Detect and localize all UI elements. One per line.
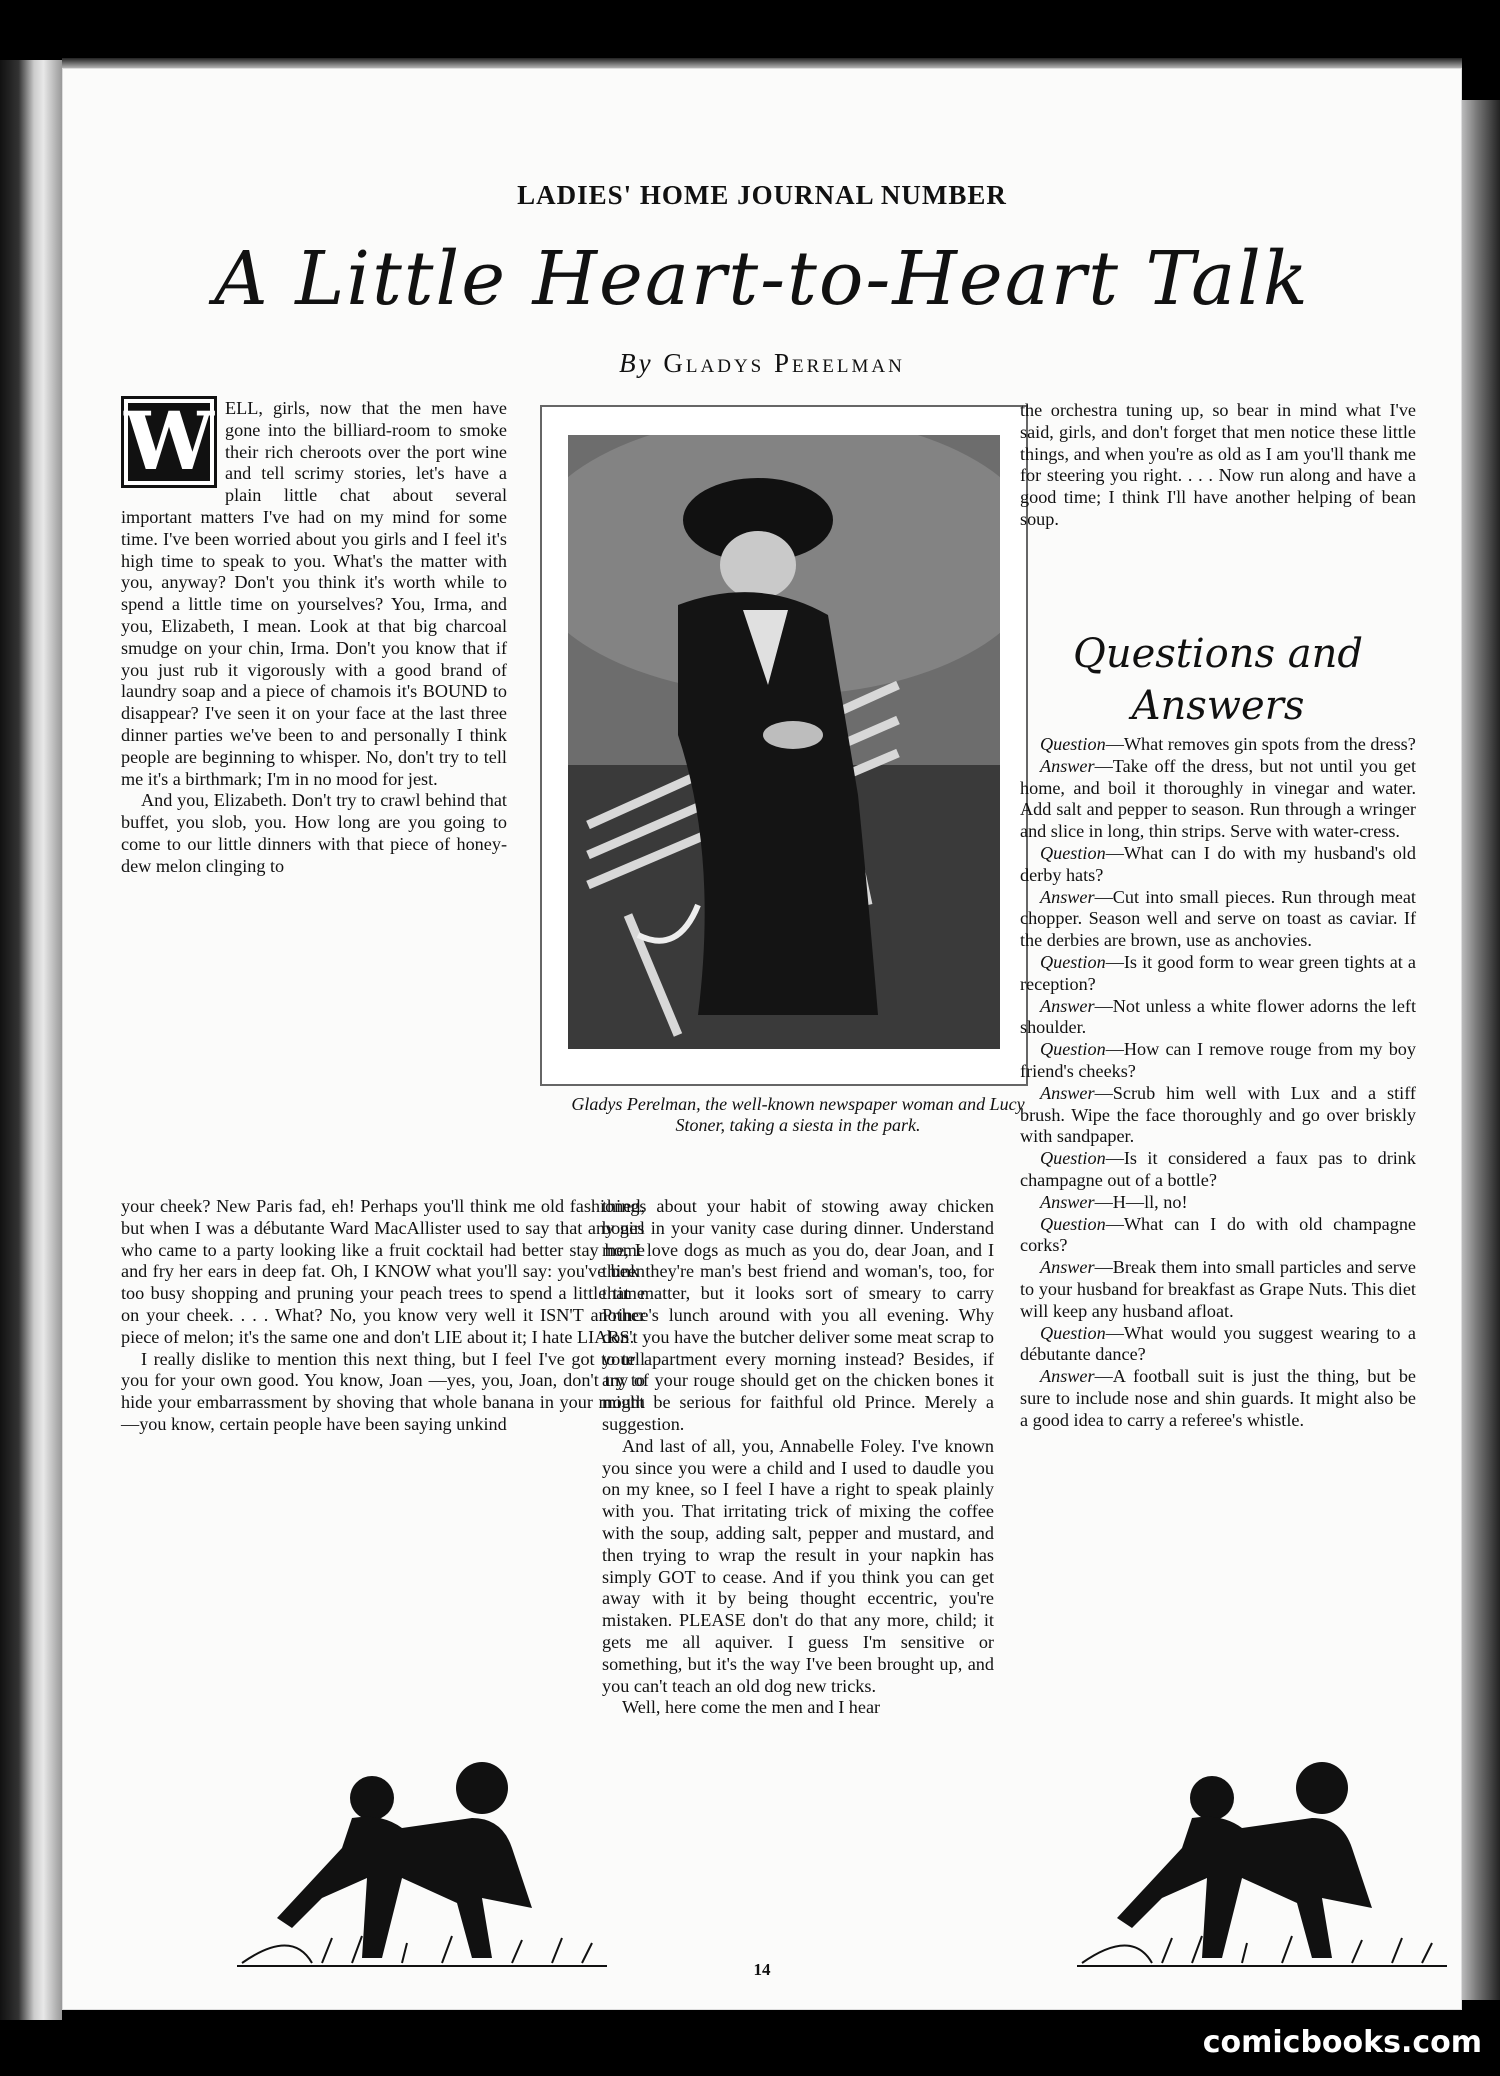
qa-item [1020, 1148, 1416, 1192]
qa-item [1020, 1214, 1416, 1258]
qa-label: Answer [1040, 1257, 1095, 1278]
column-1-top [121, 394, 507, 878]
paragraph: And you, Elizabeth. Don't try to crawl behind that buffet, you slob, you. How long are you going to come to our little dinners with that piece of honey-dew melon clinging to [121, 790, 507, 876]
qa-item [1020, 1257, 1416, 1322]
column-1-bottom [121, 1196, 645, 1436]
qa-text: —What can I do with my husband's old derby hats? [1020, 842, 1416, 885]
section-header: LADIES' HOME JOURNAL NUMBER [517, 180, 1007, 210]
qa-text: —What can I do with old champagne corks? [1020, 1213, 1416, 1256]
qa-label: Question [1040, 1322, 1106, 1343]
qa-label: Question [1040, 1213, 1106, 1234]
paragraph: Well, here come the men and I hear [622, 1697, 881, 1718]
paragraph: things about your habit of stowing away chicken bones in your vanity case during dinner. Understand me, I love dogs as much as you do, dear Joan, and I think they're man's best friend and woman's, too, for that matter, but it looks sort of smeary to carry Prince's lunch around with you all evening. Why don't you have the butcher deliver some meat scrap to your apartment every morning instead? Besides, if any of your rouge should get on the chicken bones it might be serious for faithful old Prince. Merely a suggestion. [602, 1196, 994, 1434]
photo-image [568, 435, 1000, 1049]
qa-text: —Not unless a white flower adorns the left shoulder. [1020, 995, 1416, 1038]
qa-item [1020, 1039, 1416, 1083]
qa-text: —A football suit is just the thing, but be sure to include nose and shin guards. It might also be a good idea to carry a referee's whistle. [1020, 1366, 1416, 1430]
qa-heading-line2: Answers [1131, 683, 1305, 729]
qa-label: Answer [1040, 1191, 1095, 1212]
qa-heading [1020, 628, 1416, 732]
qa-label: Answer [1040, 886, 1095, 907]
qa-item [1020, 887, 1416, 952]
byline-author: Gladys Perelman [663, 348, 905, 378]
qa-label: Question [1040, 734, 1106, 754]
paragraph: your cheek? New Paris fad, eh! Perhaps you'll think me old fashioned, but when I was a débutante Ward MacAllister used to say that any girl who came to a party looking like a fruit cocktail had better stay home and fry her ears in deep fat. Oh, I KNOW what you'll say: you've been too busy shopping and pruning your peach trees to spend a little time on your cheek. . . . What? No, you know very well it ISN'T another piece of melon; it's the same one and don't LIE about it; I hate LIARS. [121, 1196, 645, 1347]
qa-item [1020, 843, 1416, 887]
qa-text: —H—ll, no! [1094, 1191, 1188, 1212]
page-number: 14 [753, 1960, 771, 1979]
qa-label: Answer [1040, 995, 1095, 1016]
qa-label: Answer [1040, 1366, 1095, 1387]
magazine-page [62, 68, 1462, 2010]
qa-text: —Take off the dress, but not until you get home, and boil it thoroughly in vinegar and water. Add salt and pepper to season. Run through a wringer and slice in long, thin strips. Serve with water-cress. [1020, 755, 1416, 842]
qa-text: —Is it good form to wear green tights at a reception? [1020, 951, 1416, 994]
article-photo [540, 405, 1028, 1086]
photo-caption: Gladys Perelman, the well-known newspaper woman and Lucy Stoner, taking a siesta in the park. [571, 1094, 1025, 1135]
qa-item [1020, 1366, 1416, 1431]
qa-label: Question [1040, 1039, 1106, 1060]
qa-list [1020, 734, 1416, 1432]
qa-item [1020, 756, 1416, 843]
qa-item [1020, 952, 1416, 996]
qa-item [1020, 1083, 1416, 1148]
watermark: comicbooks.com [1202, 2025, 1482, 2060]
byline [62, 348, 1462, 379]
paragraph: And last of all, you, Annabelle Foley. I've known you since you were a child and I used to daudle you on my knee, so I feel I have a right to speak plainly with you. That irritating trick of mixing the coffee with the soup, adding salt, pepper and mustard, and then trying to wrap the result in your napkin has simply GOT to cease. And if you think you can get away with it by being thought eccentric, you're mistaken. PLEASE don't do that any more, child; it gets me all aquiver. I guess I'm sensitive or something, but it's the way I've been brought up, and you can't teach an old dog new tricks. [602, 1435, 994, 1696]
qa-item [1020, 996, 1416, 1040]
dancing-couple-silhouette-left [232, 1758, 612, 1978]
dancing-couple-silhouette-right [1072, 1758, 1452, 1978]
book-spine-right [1462, 100, 1500, 2000]
qa-label: Question [1040, 842, 1106, 863]
paragraph: I really dislike to mention this next thing, but I feel I've got to tell you for your own good. You know, Joan —yes, you, Joan, don't try to hide your embarrassment by shoving that whole banana in your mouth—you know, certain people have been saying unkind [121, 1348, 645, 1434]
article-title: A Little Heart-to-Heart Talk [214, 236, 1310, 322]
qa-text: —Scrub him well with Lux and a stiff brush. Wipe the face thoroughly and go over briskly with sandpaper. [1020, 1082, 1416, 1147]
qa-item [1020, 734, 1416, 756]
qa-text: —What would you suggest wearing to a débutante dance? [1020, 1322, 1416, 1365]
qa-label: Question [1040, 951, 1106, 972]
qa-text: —What removes gin spots from the dress? [1105, 734, 1416, 754]
qa-text: —Is it considered a faux pas to drink champagne out of a bottle? [1020, 1148, 1416, 1190]
qa-text: —Break them into small particles and serve to your husband for breakfast as Grape Nuts. This diet will keep any husband afloat. [1020, 1257, 1416, 1321]
paragraph: the orchestra tuning up, so bear in mind what I've said, girls, and don't forget that men notice these little things, and when you're as old as I am you'll thank me for steering you right. . . . Now run along and have a good time; I think I'll have another helping of bean soup. [1020, 400, 1416, 529]
qa-item [1020, 1192, 1416, 1214]
qa-label: Answer [1040, 755, 1095, 776]
paragraph: ELL, girls, now that the men have gone into the billiard-room to smoke their rich cheroots over the port wine and tell scrimy stories, let's have a plain little chat about several important matters I've had on my mind for some time. I've been worried about you girls and I feel it's high time to speak to you. What's the matter with you, anyway? Don't you think it's worth while to spend a little time on yourselves? You, Irma, and you, Elizabeth, I mean. Look at that big charcoal smudge on your chin, Irma. Don't you know that if you just rub it vigorously with a good brand of laundry soap and a piece of chamois it's BOUND to disappear? I've seen it on your face at the last three dinner parties we've been to and personally I think people are beginning to whisper. No, don't try to tell me it's a birthmark; I'm in no mood for jest. [121, 398, 507, 789]
qa-text: —Cut into small pieces. Run through meat chopper. Season well and serve on toast as caviar. If the derbies are brown, use as anchovies. [1020, 886, 1416, 951]
qa-text: —How can I remove rouge from my boy friend's cheeks? [1020, 1039, 1416, 1081]
column-2-bottom [602, 1196, 994, 1719]
qa-label: Answer [1040, 1082, 1095, 1103]
qa-heading-line1: Questions and [1073, 631, 1363, 677]
drop-cap: W [121, 396, 217, 488]
qa-item [1020, 1323, 1416, 1367]
book-spine-left [0, 60, 62, 2020]
qa-label: Question [1040, 1148, 1106, 1169]
column-3-top [1020, 400, 1416, 531]
woman-on-bench-illustration [568, 435, 1000, 1049]
byline-by: By [619, 348, 654, 378]
